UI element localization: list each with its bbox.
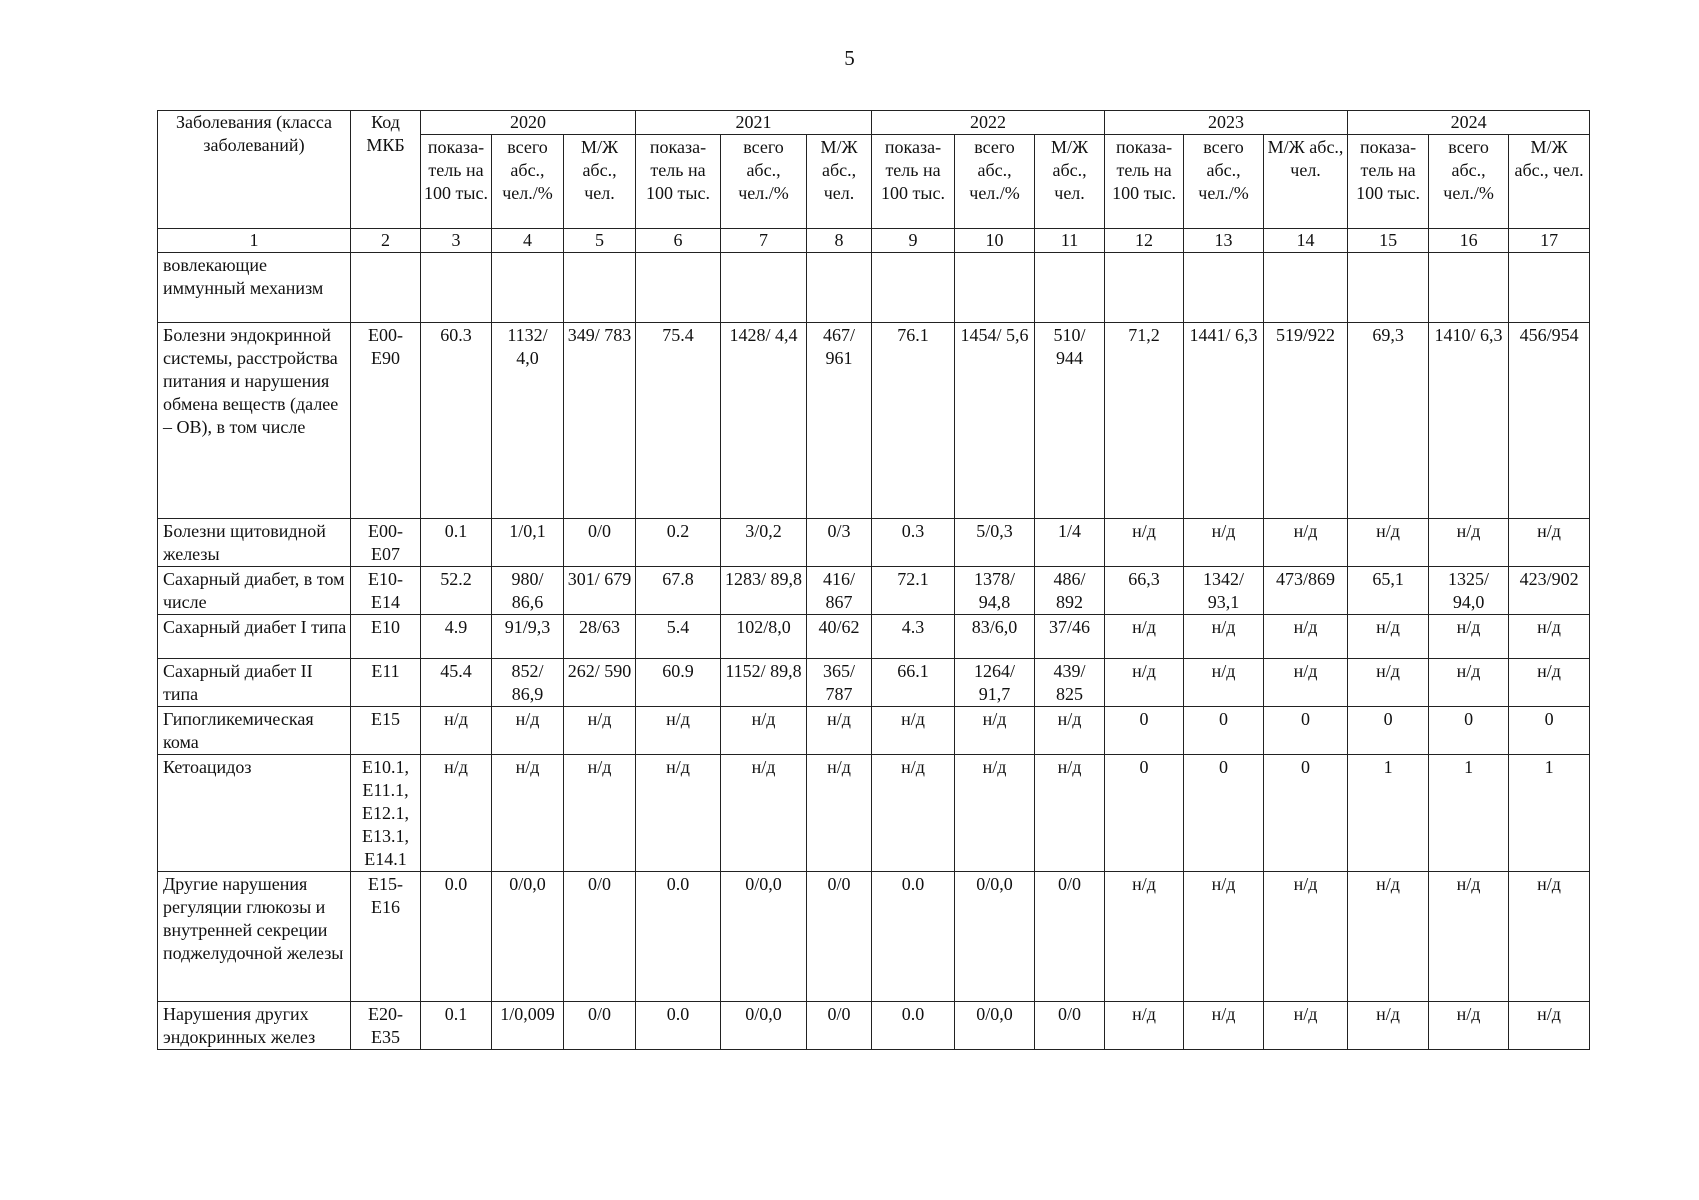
table-cell: н/д (492, 707, 564, 755)
page-number: 5 (844, 46, 855, 70)
table-cell: н/д (1264, 519, 1348, 567)
table-cell: 0.0 (636, 872, 721, 1002)
table-cell: 5/0,3 (955, 519, 1035, 567)
table-cell: н/д (1035, 755, 1105, 872)
table-cell: н/д (1105, 872, 1184, 1002)
table-cell (872, 253, 955, 323)
table-cell: 69,3 (1348, 323, 1429, 519)
table-cell: 40/62 (807, 615, 872, 659)
table-cell: н/д (1509, 519, 1590, 567)
table-cell: 0.0 (872, 1002, 955, 1050)
table-row (158, 872, 1590, 1002)
header-2024-male-female-abs: М/Ж абс., чел. (1509, 135, 1590, 229)
table-cell: 83/6,0 (955, 615, 1035, 659)
table-cell: 1378/ 94,8 (955, 567, 1035, 615)
table-cell: н/д (1184, 519, 1264, 567)
icd-code (351, 253, 421, 323)
table-cell (1264, 253, 1348, 323)
table-row (158, 755, 1590, 872)
table-row (158, 707, 1590, 755)
column-number: 9 (872, 229, 955, 253)
table-cell: 4.9 (421, 615, 492, 659)
table-cell: 0.3 (872, 519, 955, 567)
table-cell: 0.0 (421, 872, 492, 1002)
column-number: 14 (1264, 229, 1348, 253)
table-row (158, 323, 1590, 519)
table-cell: н/д (1509, 872, 1590, 1002)
table-cell: н/д (872, 755, 955, 872)
header-2024-total-abs-percent: всего абс., чел./% (1429, 135, 1509, 229)
table-cell: 0 (1264, 755, 1348, 872)
table-cell: 0/0 (807, 1002, 872, 1050)
table-cell: 76.1 (872, 323, 955, 519)
table-cell: н/д (1105, 659, 1184, 707)
icd-code: E11 (351, 659, 421, 707)
table-cell (492, 253, 564, 323)
table-cell: 423/902 (1509, 567, 1590, 615)
table-cell (636, 253, 721, 323)
header-2023-male-female-abs: М/Ж абс., чел. (1264, 135, 1348, 229)
table-cell: н/д (1105, 519, 1184, 567)
table-cell: 1325/ 94,0 (1429, 567, 1509, 615)
table-cell: 1264/ 91,7 (955, 659, 1035, 707)
table-cell: 0/0 (1035, 1002, 1105, 1050)
table-cell: 3/0,2 (721, 519, 807, 567)
table-cell: н/д (1348, 659, 1429, 707)
morbidity-table (157, 110, 1590, 1050)
table-cell: 1 (1348, 755, 1429, 872)
table-cell: н/д (721, 707, 807, 755)
table-cell (421, 253, 492, 323)
table-cell: 0/0,0 (492, 872, 564, 1002)
table-row (158, 615, 1590, 659)
table-cell: н/д (1184, 659, 1264, 707)
header-2022-rate-per-100k: показа-тель на 100 тыс. (872, 135, 955, 229)
table-cell: 1 (1509, 755, 1590, 872)
header-2024-rate-per-100k: показа-тель на 100 тыс. (1348, 135, 1429, 229)
table-cell (564, 253, 636, 323)
table-cell: 66.1 (872, 659, 955, 707)
table-cell: 0/0 (564, 872, 636, 1002)
table-row (158, 659, 1590, 707)
header-year-2023: 2023 (1105, 111, 1348, 135)
table-cell: н/д (636, 755, 721, 872)
table-cell: 1152/ 89,8 (721, 659, 807, 707)
table-cell: 4.3 (872, 615, 955, 659)
header-year-row (158, 111, 1590, 135)
table-cell: 0.0 (636, 1002, 721, 1050)
table-cell: 0.0 (872, 872, 955, 1002)
table-cell: 0 (1509, 707, 1590, 755)
table-cell: 0 (1429, 707, 1509, 755)
table-body (158, 253, 1590, 1050)
table-cell: н/д (1509, 1002, 1590, 1050)
table-cell: н/д (1348, 1002, 1429, 1050)
table-cell (1184, 253, 1264, 323)
icd-code: E10-E14 (351, 567, 421, 615)
table-cell: 72.1 (872, 567, 955, 615)
table-cell (721, 253, 807, 323)
table-cell: 0.1 (421, 519, 492, 567)
table-cell: н/д (1264, 659, 1348, 707)
disease-name: вовлекающие иммунный механизм (158, 253, 351, 323)
table-cell: 0 (1264, 707, 1348, 755)
table-cell: 1/4 (1035, 519, 1105, 567)
table-cell: 456/954 (1509, 323, 1590, 519)
table-cell: 1428/ 4,4 (721, 323, 807, 519)
table-cell (955, 253, 1035, 323)
table-cell: н/д (1264, 615, 1348, 659)
header-2020-male-female-abs: М/Ж абс., чел. (564, 135, 636, 229)
table-cell: н/д (492, 755, 564, 872)
table-cell: н/д (721, 755, 807, 872)
column-number: 15 (1348, 229, 1429, 253)
table-cell: н/д (807, 755, 872, 872)
disease-name: Болезни эндокринной системы, расстройства питания и нарушения обмена веществ (далее – ОВ), в том числе (158, 323, 351, 519)
column-number: 5 (564, 229, 636, 253)
table-cell: н/д (1184, 615, 1264, 659)
column-number: 7 (721, 229, 807, 253)
column-number: 16 (1429, 229, 1509, 253)
header-year-2022: 2022 (872, 111, 1105, 135)
header-2021-rate-per-100k: показа-тель на 100 тыс. (636, 135, 721, 229)
table-cell: н/д (955, 755, 1035, 872)
table-cell: 439/ 825 (1035, 659, 1105, 707)
header-2020-rate-per-100k: показа-тель на 100 тыс. (421, 135, 492, 229)
header-year-2020: 2020 (421, 111, 636, 135)
column-number: 1 (158, 229, 351, 253)
header-disease: Заболевания (класса заболеваний) (158, 111, 351, 229)
column-number: 12 (1105, 229, 1184, 253)
header-2023-rate-per-100k: показа-тель на 100 тыс. (1105, 135, 1184, 229)
table-cell: 0/0 (564, 519, 636, 567)
table-cell: н/д (1429, 872, 1509, 1002)
header-year-2024: 2024 (1348, 111, 1590, 135)
table-cell: 473/869 (1264, 567, 1348, 615)
table-row (158, 519, 1590, 567)
table-cell: 852/ 86,9 (492, 659, 564, 707)
table-cell: н/д (1105, 1002, 1184, 1050)
table-cell: н/д (1035, 707, 1105, 755)
table-cell: 467/ 961 (807, 323, 872, 519)
table-cell: н/д (1429, 615, 1509, 659)
column-number: 11 (1035, 229, 1105, 253)
table-cell: н/д (1348, 872, 1429, 1002)
icd-code: E20-E35 (351, 1002, 421, 1050)
column-number: 10 (955, 229, 1035, 253)
table-cell: н/д (1429, 1002, 1509, 1050)
table-row (158, 253, 1590, 323)
icd-code: E15 (351, 707, 421, 755)
table-cell: 67.8 (636, 567, 721, 615)
table-row (158, 1002, 1590, 1050)
table-cell: 0 (1105, 755, 1184, 872)
disease-name: Гипогликемическая кома (158, 707, 351, 755)
table-cell: н/д (872, 707, 955, 755)
table-cell: н/д (1429, 659, 1509, 707)
icd-code: E10 (351, 615, 421, 659)
table-cell: 0 (1184, 755, 1264, 872)
header-2022-total-abs-percent: всего абс., чел./% (955, 135, 1035, 229)
header-2022-male-female-abs: М/Ж абс., чел. (1035, 135, 1105, 229)
table-cell: 301/ 679 (564, 567, 636, 615)
disease-name: Кетоацидоз (158, 755, 351, 872)
table-cell: 0/0 (1035, 872, 1105, 1002)
table-cell: 37/46 (1035, 615, 1105, 659)
table-cell: 0/0,0 (721, 872, 807, 1002)
table-cell: 519/922 (1264, 323, 1348, 519)
table-cell: 1132/ 4,0 (492, 323, 564, 519)
table-cell: 45.4 (421, 659, 492, 707)
table-cell: 349/ 783 (564, 323, 636, 519)
table-cell: 1342/ 93,1 (1184, 567, 1264, 615)
table-cell: 60.9 (636, 659, 721, 707)
table-cell (807, 253, 872, 323)
table-cell: н/д (1429, 519, 1509, 567)
header-2020-total-abs-percent: всего абс., чел./% (492, 135, 564, 229)
table-cell: н/д (1184, 1002, 1264, 1050)
column-number: 3 (421, 229, 492, 253)
table-cell: н/д (1509, 615, 1590, 659)
table-cell: 0/0 (807, 872, 872, 1002)
disease-name: Болезни щитовидной железы (158, 519, 351, 567)
icd-code: E00-E07 (351, 519, 421, 567)
column-number: 4 (492, 229, 564, 253)
table-cell (1105, 253, 1184, 323)
disease-name: Другие нарушения регуляции глюкозы и внутренней секреции поджелудочной железы (158, 872, 351, 1002)
table-cell: 1 (1429, 755, 1509, 872)
table-cell: 510/ 944 (1035, 323, 1105, 519)
table-cell (1035, 253, 1105, 323)
table-cell: 0 (1348, 707, 1429, 755)
icd-code: E15-E16 (351, 872, 421, 1002)
column-number: 6 (636, 229, 721, 253)
table-cell: н/д (564, 755, 636, 872)
table-cell: н/д (955, 707, 1035, 755)
table-cell: 0.2 (636, 519, 721, 567)
table-cell: 486/ 892 (1035, 567, 1105, 615)
table-cell: 71,2 (1105, 323, 1184, 519)
table-cell: н/д (1509, 659, 1590, 707)
table-cell: 91/9,3 (492, 615, 564, 659)
disease-name: Сахарный диабет II типа (158, 659, 351, 707)
table-cell: 0/0,0 (955, 872, 1035, 1002)
column-number: 8 (807, 229, 872, 253)
table-cell: 102/8,0 (721, 615, 807, 659)
table-row (158, 567, 1590, 615)
table-cell: 65,1 (1348, 567, 1429, 615)
column-number: 17 (1509, 229, 1590, 253)
disease-name: Сахарный диабет I типа (158, 615, 351, 659)
header-2021-male-female-abs: М/Ж абс., чел. (807, 135, 872, 229)
table-cell: 28/63 (564, 615, 636, 659)
table-cell: 0 (1105, 707, 1184, 755)
table-cell: н/д (807, 707, 872, 755)
column-number-row (158, 229, 1590, 253)
table-cell: 5.4 (636, 615, 721, 659)
table-cell: н/д (1348, 615, 1429, 659)
table-cell: 0/0 (564, 1002, 636, 1050)
table-cell: 1410/ 6,3 (1429, 323, 1509, 519)
table-cell: 980/ 86,6 (492, 567, 564, 615)
table-cell: н/д (421, 707, 492, 755)
table-cell: 75.4 (636, 323, 721, 519)
table-cell: 66,3 (1105, 567, 1184, 615)
table-cell: 0.1 (421, 1002, 492, 1050)
table-cell: 262/ 590 (564, 659, 636, 707)
table-cell: 1/0,009 (492, 1002, 564, 1050)
table-cell: 0 (1184, 707, 1264, 755)
icd-code: E10.1, E11.1, E12.1, E13.1, E14.1 (351, 755, 421, 872)
table-cell: 1441/ 6,3 (1184, 323, 1264, 519)
table-cell: н/д (1348, 519, 1429, 567)
table-cell: н/д (1264, 1002, 1348, 1050)
table-cell: 52.2 (421, 567, 492, 615)
table-cell: 1454/ 5,6 (955, 323, 1035, 519)
table-cell: н/д (1264, 872, 1348, 1002)
table-cell (1429, 253, 1509, 323)
header-2021-total-abs-percent: всего абс., чел./% (721, 135, 807, 229)
header-2023-total-abs-percent: всего абс., чел./% (1184, 135, 1264, 229)
table-cell: 60.3 (421, 323, 492, 519)
icd-code: E00-E90 (351, 323, 421, 519)
table-cell: н/д (636, 707, 721, 755)
table-cell: н/д (1184, 872, 1264, 1002)
table-cell: 365/ 787 (807, 659, 872, 707)
table-cell: 0/3 (807, 519, 872, 567)
table-cell: 1283/ 89,8 (721, 567, 807, 615)
column-number: 2 (351, 229, 421, 253)
table-cell (1348, 253, 1429, 323)
disease-name: Нарушения других эндокринных желез (158, 1002, 351, 1050)
table-cell: 416/ 867 (807, 567, 872, 615)
table-cell: 1/0,1 (492, 519, 564, 567)
table-cell: 0/0,0 (955, 1002, 1035, 1050)
table-cell: н/д (421, 755, 492, 872)
disease-name: Сахарный диабет, в том числе (158, 567, 351, 615)
header-icd-code: Код МКБ (351, 111, 421, 229)
table-cell: 0/0,0 (721, 1002, 807, 1050)
column-number: 13 (1184, 229, 1264, 253)
table-cell: н/д (564, 707, 636, 755)
header-year-2021: 2021 (636, 111, 872, 135)
table-cell: н/д (1105, 615, 1184, 659)
table-cell (1509, 253, 1590, 323)
